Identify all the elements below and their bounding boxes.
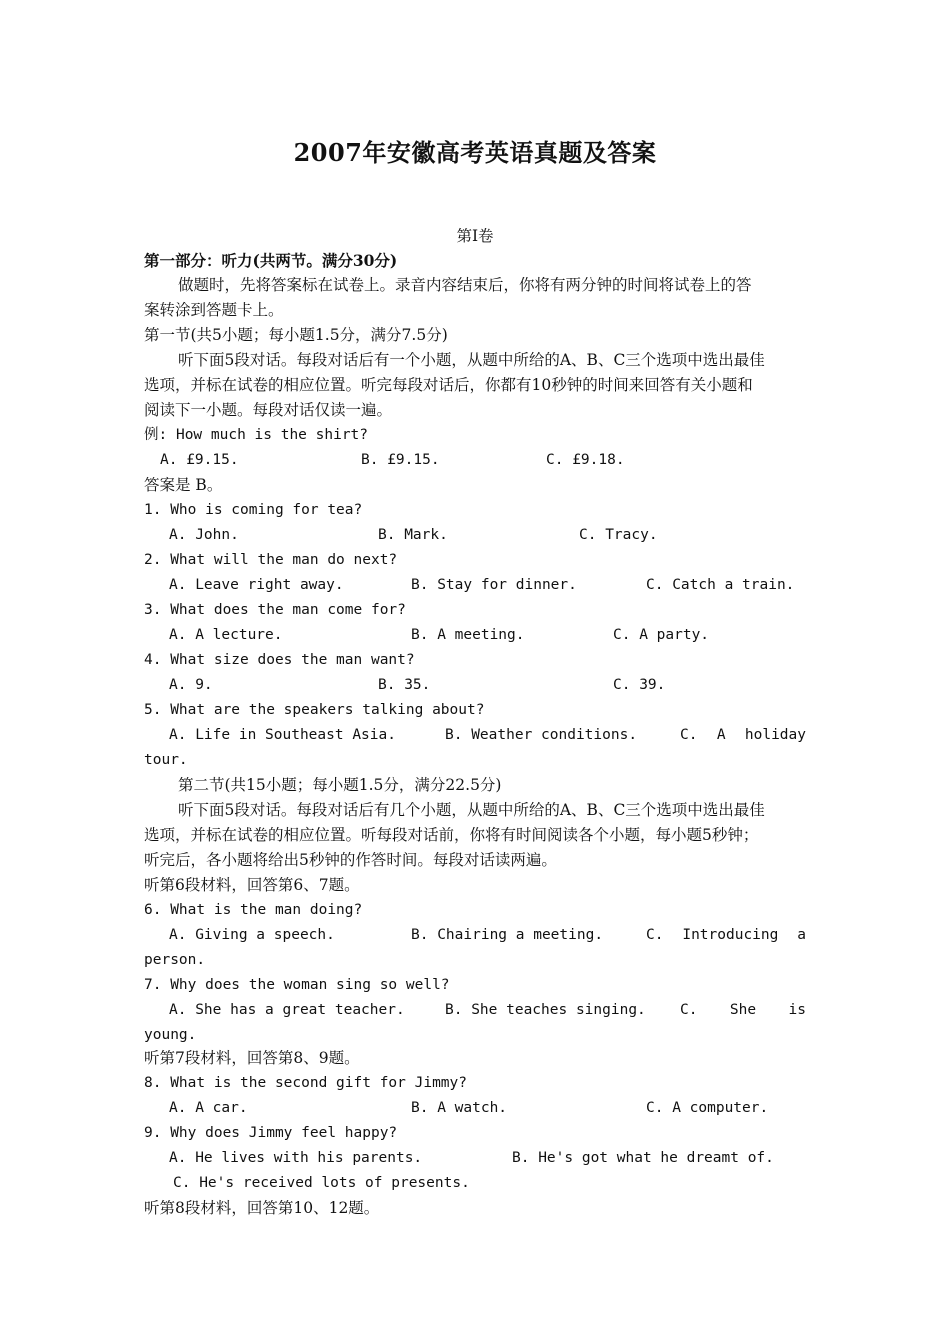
question-6: 6. What is the man doing? [144, 902, 363, 918]
q4-option-b: B. 35. [378, 677, 431, 693]
question-9: 9. Why does Jimmy feel happy? [144, 1125, 398, 1141]
section1-heading: 第一节(共5小题；每小题1.5分，满分7.5分) [144, 326, 448, 344]
q7-option-b: B. She teaches singing. [445, 1002, 646, 1018]
q8-option-a: A. A car. [169, 1100, 248, 1116]
q9-option-a: A. He lives with his parents. [169, 1150, 423, 1166]
q7-option-c-letter: C. [680, 1002, 698, 1018]
section2-heading: 第二节(共15小题；每小题1.5分，满分22.5分) [178, 776, 502, 794]
question-8: 8. What is the second gift for Jimmy? [144, 1075, 468, 1091]
q2-option-b: B. Stay for dinner. [411, 577, 577, 593]
q1-option-c: C. Tracy. [579, 527, 658, 543]
q7-option-c-word1: She [729, 1002, 757, 1018]
example-answer: 答案是 B。 [144, 476, 223, 494]
example-option-c: C. £9.18. [546, 452, 625, 468]
material-6-instruction: 听第6段材料，回答第6、7题。 [144, 876, 360, 894]
page-title: 2007年安徽高考英语真题及答案 [293, 138, 657, 167]
question-2: 2. What will the man do next? [144, 552, 398, 568]
q5-option-c-letter: C. [680, 727, 698, 743]
section1-instruction-line2: 选项，并标在试卷的相应位置。听完每段对话后，你都有10秒钟的时间来回答有关小题和 [144, 376, 753, 394]
q7-option-c-continued: young. [144, 1027, 197, 1043]
q5-option-c [680, 723, 806, 748]
q7-option-c [680, 998, 806, 1023]
section1-instruction-line3: 阅读下一小题。每段对话仅读一遍。 [144, 401, 393, 419]
q9-option-b: B. He's got what he dreamt of. [512, 1150, 774, 1166]
question-4: 4. What size does the man want? [144, 652, 415, 668]
question-1: 1. Who is coming for tea? [144, 502, 363, 518]
q5-option-c-word1: A [716, 727, 726, 743]
q1-option-a: A. John. [169, 527, 239, 543]
q6-option-c-continued: person. [144, 952, 206, 968]
q5-option-c-word2: holiday [744, 727, 806, 743]
q1-option-b: B. Mark. [378, 527, 448, 543]
q6-option-a: A. Giving a speech. [169, 927, 335, 943]
q4-option-a: A. 9. [169, 677, 213, 693]
q5-option-a: A. Life in Southeast Asia. [169, 727, 396, 743]
q5-option-c-continued: tour. [144, 752, 188, 768]
q3-option-a: A. A lecture. [169, 627, 283, 643]
q3-option-b: B. A meeting. [411, 627, 525, 643]
q2-option-c: C. Catch a train. [646, 577, 795, 593]
material-8-instruction: 听第8段材料，回答第10、12题。 [144, 1199, 380, 1217]
example-question: 例: How much is the shirt? [144, 427, 369, 443]
q6-option-c-letter: C. [646, 927, 664, 943]
section2-instruction-line1: 听下面5段对话。每段对话后有几个小题，从题中所给的A、B、C三个选项中选出最佳 [178, 801, 765, 819]
q8-option-b: B. A watch. [411, 1100, 508, 1116]
section1-instruction-line1: 听下面5段对话。每段对话后有一个小题，从题中所给的A、B、C三个选项中选出最佳 [178, 351, 765, 369]
volume-label: 第Ⅰ卷 [456, 227, 494, 245]
section2-instruction-line2: 选项，并标在试卷的相应位置。听每段对话前，你将有时间阅读各个小题，每小题5秒钟； [144, 826, 759, 844]
question-3: 3. What does the man come for? [144, 602, 406, 618]
q7-option-c-word2: is [788, 1002, 806, 1018]
q5-option-b: B. Weather conditions. [445, 727, 638, 743]
question-7: 7. Why does the woman sing so well? [144, 977, 450, 993]
q3-option-c: C. A party. [613, 627, 710, 643]
example-option-b: B. £9.15. [361, 452, 440, 468]
q4-option-c: C. 39. [613, 677, 666, 693]
part1-intro-line1: 做题时，先将答案标在试卷上。录音内容结束后，你将有两分钟的时间将试卷上的答 [178, 276, 752, 294]
example-option-a: A. £9.15. [160, 452, 239, 468]
q6-option-c-word1: Introducing [682, 927, 779, 943]
q6-option-b: B. Chairing a meeting. [411, 927, 604, 943]
material-7-instruction: 听第7段材料，回答第8、9题。 [144, 1049, 360, 1067]
part1-heading: 第一部分：听力(共两节。满分30分) [144, 251, 398, 270]
part1-intro-line2: 案转涂到答题卡上。 [144, 301, 284, 319]
q6-option-c-word2: a [797, 927, 806, 943]
q6-option-c [646, 923, 806, 948]
q9-option-c: C. He's received lots of presents. [173, 1175, 470, 1191]
question-5: 5. What are the speakers talking about? [144, 702, 485, 718]
section2-instruction-line3: 听完后，各小题将给出5秒钟的作答时间。每段对话读两遍。 [144, 851, 557, 869]
q7-option-a: A. She has a great teacher. [169, 1002, 405, 1018]
q8-option-c: C. A computer. [646, 1100, 769, 1116]
q2-option-a: A. Leave right away. [169, 577, 344, 593]
